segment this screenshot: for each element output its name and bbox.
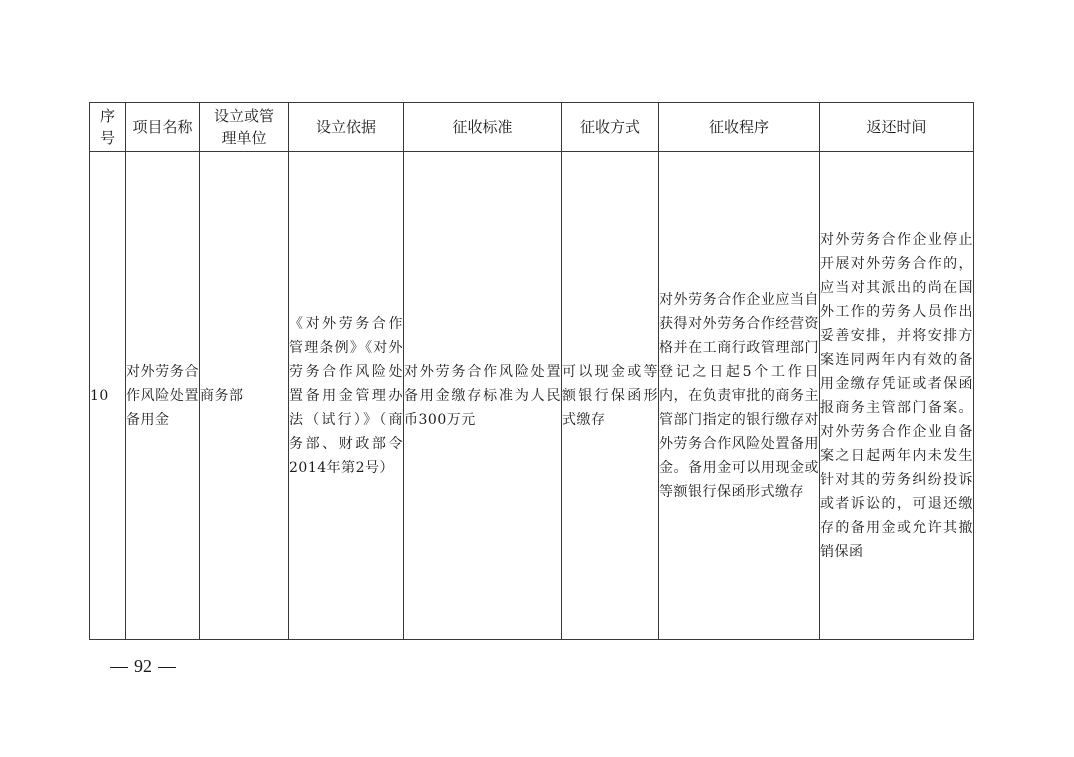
- cell-method: 可以现金或等额银行保函形式缴存: [562, 152, 659, 640]
- table-row: [90, 152, 974, 640]
- header-standard: 征收标准: [404, 103, 562, 152]
- page-footer: [104, 656, 182, 677]
- cell-seq: 10: [90, 152, 126, 640]
- page-number: 92: [134, 656, 152, 676]
- cell-standard: 对外劳务合作风险处置备用金缴存标准为人民币300万元: [404, 152, 562, 640]
- header-return-time: 返还时间: [820, 103, 974, 152]
- cell-return-time: 对外劳务合作企业停止开展对外劳务合作的，应当对其派出的尚在国外工作的劳务人员作出妥善安排，并将安排方案连同两年内有效的备用金缴存凭证或者保函报商务主管部门备案。对外劳务合作企业自备案之日起两年内未发生针对其的劳务纠纷投诉或者诉讼的，可退还缴存的备用金或允许其撤销保函: [820, 152, 974, 640]
- header-unit: 设立或管理单位: [200, 103, 289, 152]
- cell-procedure: 对外劳务合作企业应当自获得对外劳务合作经营资格并在工商行政管理部门登记之日起5个工作日内，在负责审批的商务主管部门指定的银行缴存对外劳务合作风险处置备用金。备用金可以用现金或等额银行保函形式缴存: [659, 152, 820, 640]
- header-name: 项目名称: [126, 103, 200, 152]
- cell-unit: 商务部: [200, 152, 289, 640]
- footer-dash-right: [158, 667, 176, 668]
- cell-basis: 《对外劳务合作管理条例》《对外劳务合作风险处置备用金管理办法（试行）》（商务部、财政部令2014年第2号）: [289, 152, 404, 640]
- table-header-row: [90, 103, 974, 152]
- fee-table: [89, 102, 974, 640]
- cell-name: 对外劳务合作风险处置备用金: [126, 152, 200, 640]
- header-basis: 设立依据: [289, 103, 404, 152]
- footer-dash-left: [110, 667, 128, 668]
- header-seq: 序号: [90, 103, 126, 152]
- header-method: 征收方式: [562, 103, 659, 152]
- header-procedure: 征收程序: [659, 103, 820, 152]
